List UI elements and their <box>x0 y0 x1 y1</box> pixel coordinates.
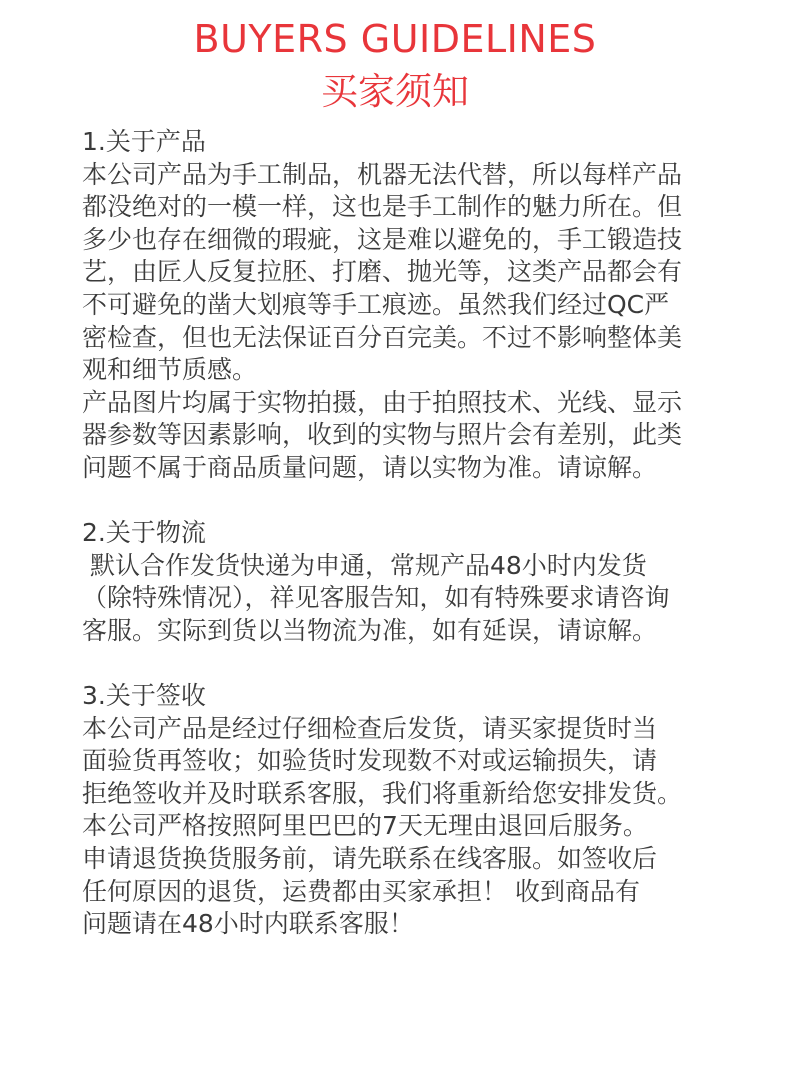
page-title-english: BUYERS GUIDELINES <box>193 17 597 61</box>
guidelines-body <box>82 126 722 941</box>
paragraph-line: 问题不属于商品质量问题，请以实物为准。请谅解。 <box>82 452 658 482</box>
paragraph-line: 产品图片均属于实物拍摄，由于拍照技术、光线、显示 <box>82 387 683 417</box>
paragraph-line: 观和细节质感。 <box>82 355 258 385</box>
page-title-chinese: 买家须知 <box>321 70 469 113</box>
section-heading: 3.关于签收 <box>82 681 206 711</box>
paragraph-line: 密检查，但也无法保证百分百完美。不过不影响整体美 <box>82 322 683 352</box>
paragraph-line: 任何原因的退货，运费都由买家承担！ 收到商品有 <box>82 876 640 906</box>
paragraph-line: 问题请在48小时内联系客服！ <box>82 909 414 939</box>
paragraph-line: 器参数等因素影响，收到的实物与照片会有差别，此类 <box>82 420 683 450</box>
paragraph-line: 本公司产品是经过仔细检查后发货，请买家提货时当 <box>82 713 658 743</box>
paragraph-line: 多少也存在细微的瑕疵，这是难以避免的，手工锻造技 <box>82 224 683 254</box>
paragraph-line: 本公司严格按照阿里巴巴的7天无理由退回后服务。 <box>82 811 648 841</box>
paragraph-line: （除特殊情况），祥见客服告知，如有特殊要求请咨询 <box>82 583 670 613</box>
paragraph-line: 不可避免的凿大划痕等手工痕迹。虽然我们经过QC严 <box>82 289 670 319</box>
paragraph-line: 默认合作发货快递为申通，常规产品48小时内发货 <box>82 550 647 580</box>
paragraph-line: 客服。实际到货以当物流为准，如有延误，请谅解。 <box>82 615 658 645</box>
section-receipt <box>82 680 722 941</box>
paragraph-line: 本公司产品为手工制品，机器无法代替，所以每样产品 <box>82 159 683 189</box>
section-heading: 2.关于物流 <box>82 518 206 548</box>
section-logistics <box>82 517 722 647</box>
paragraph-line: 都没绝对的一模一样，这也是手工制作的魅力所在。但 <box>82 192 683 222</box>
paragraph-line: 面验货再签收；如验货时发现数不对或运输损失，请 <box>82 746 658 776</box>
section-product <box>82 126 722 485</box>
paragraph-line: 拒绝签收并及时联系客服，我们将重新给您安排发货。 <box>82 778 683 808</box>
paragraph-line: 艺，由匠人反复拉胚、打磨、抛光等，这类产品都会有 <box>82 257 683 287</box>
paragraph-line: 申请退货换货服务前，请先联系在线客服。如签收后 <box>82 844 658 874</box>
page-header <box>0 14 790 116</box>
section-heading: 1.关于产品 <box>82 127 206 156</box>
